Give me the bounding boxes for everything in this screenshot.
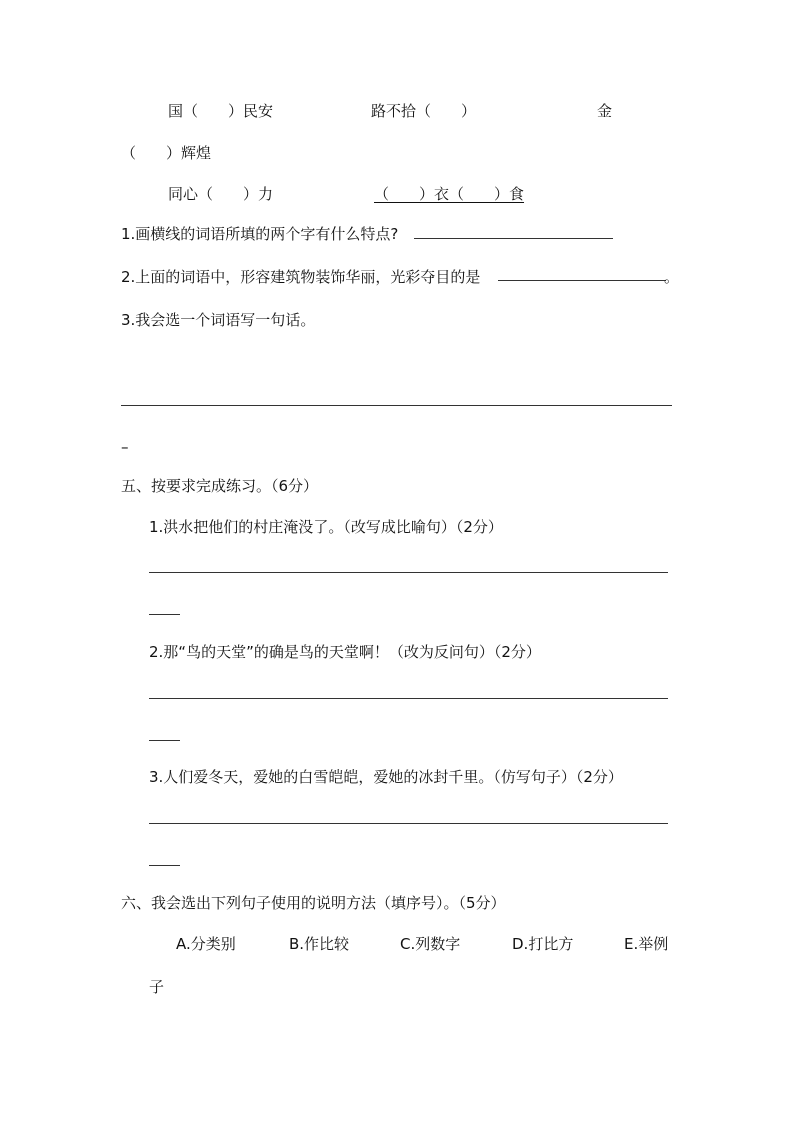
answer-line-q3[interactable] (121, 405, 672, 406)
answer-line-5-2[interactable] (149, 698, 668, 699)
section-5-item-1: 1.洪水把他们的村庄淹没了。（改写成比喻句）（2分） (149, 518, 503, 536)
answer-line-q1[interactable] (414, 238, 613, 239)
section-5-item-3: 3.人们爱冬天，爱她的白雪皑皑，爱她的冰封千里。（仿写句子）（2分） (149, 768, 623, 786)
idiom-1: 国（ ）民安 (168, 102, 274, 120)
answer-line-5-2-short[interactable] (149, 740, 180, 741)
section-5-heading: 五、按要求完成练习。（6分） (121, 477, 319, 495)
idiom-question-1: 1.画横线的词语所填的两个字有什么特点? (121, 225, 399, 243)
idiom-4: 同心（ ）力 (168, 185, 274, 203)
idiom-question-2: 2.上面的词语中，形容建筑物装饰华丽，光彩夺目的是 (121, 268, 481, 286)
idiom-question-3: 3.我会选一个词语写一句话。 (121, 311, 316, 329)
stray-mark: – (121, 438, 129, 456)
answer-line-5-1[interactable] (149, 572, 668, 573)
answer-line-5-3[interactable] (149, 823, 668, 824)
option-c: C.列数字 (400, 935, 461, 953)
answer-line-5-3-short[interactable] (149, 865, 180, 866)
answer-line-5-1-short[interactable] (149, 614, 180, 615)
idiom-3-end: （ ）辉煌 (121, 144, 212, 162)
option-b: B.作比较 (289, 935, 350, 953)
period: 。 (664, 268, 680, 286)
option-e-wrap: 子 (149, 978, 165, 996)
section-5-item-2: 2.那“鸟的天堂”的确是鸟的天堂啊！（改为反问句）（2分） (149, 643, 541, 661)
idiom-2: 路不拾（ ） (371, 102, 477, 120)
option-e: E.举例 (624, 935, 669, 953)
option-a: A.分类别 (176, 935, 236, 953)
idiom-5-underlined: （ ）衣（ ）食 (374, 185, 525, 203)
idiom-3-start: 金 (597, 102, 613, 120)
option-d: D.打比方 (512, 935, 574, 953)
answer-line-q2[interactable] (498, 280, 666, 281)
section-6-heading: 六、我会选出下列句子使用的说明方法（填序号）。（5分） (121, 894, 506, 912)
